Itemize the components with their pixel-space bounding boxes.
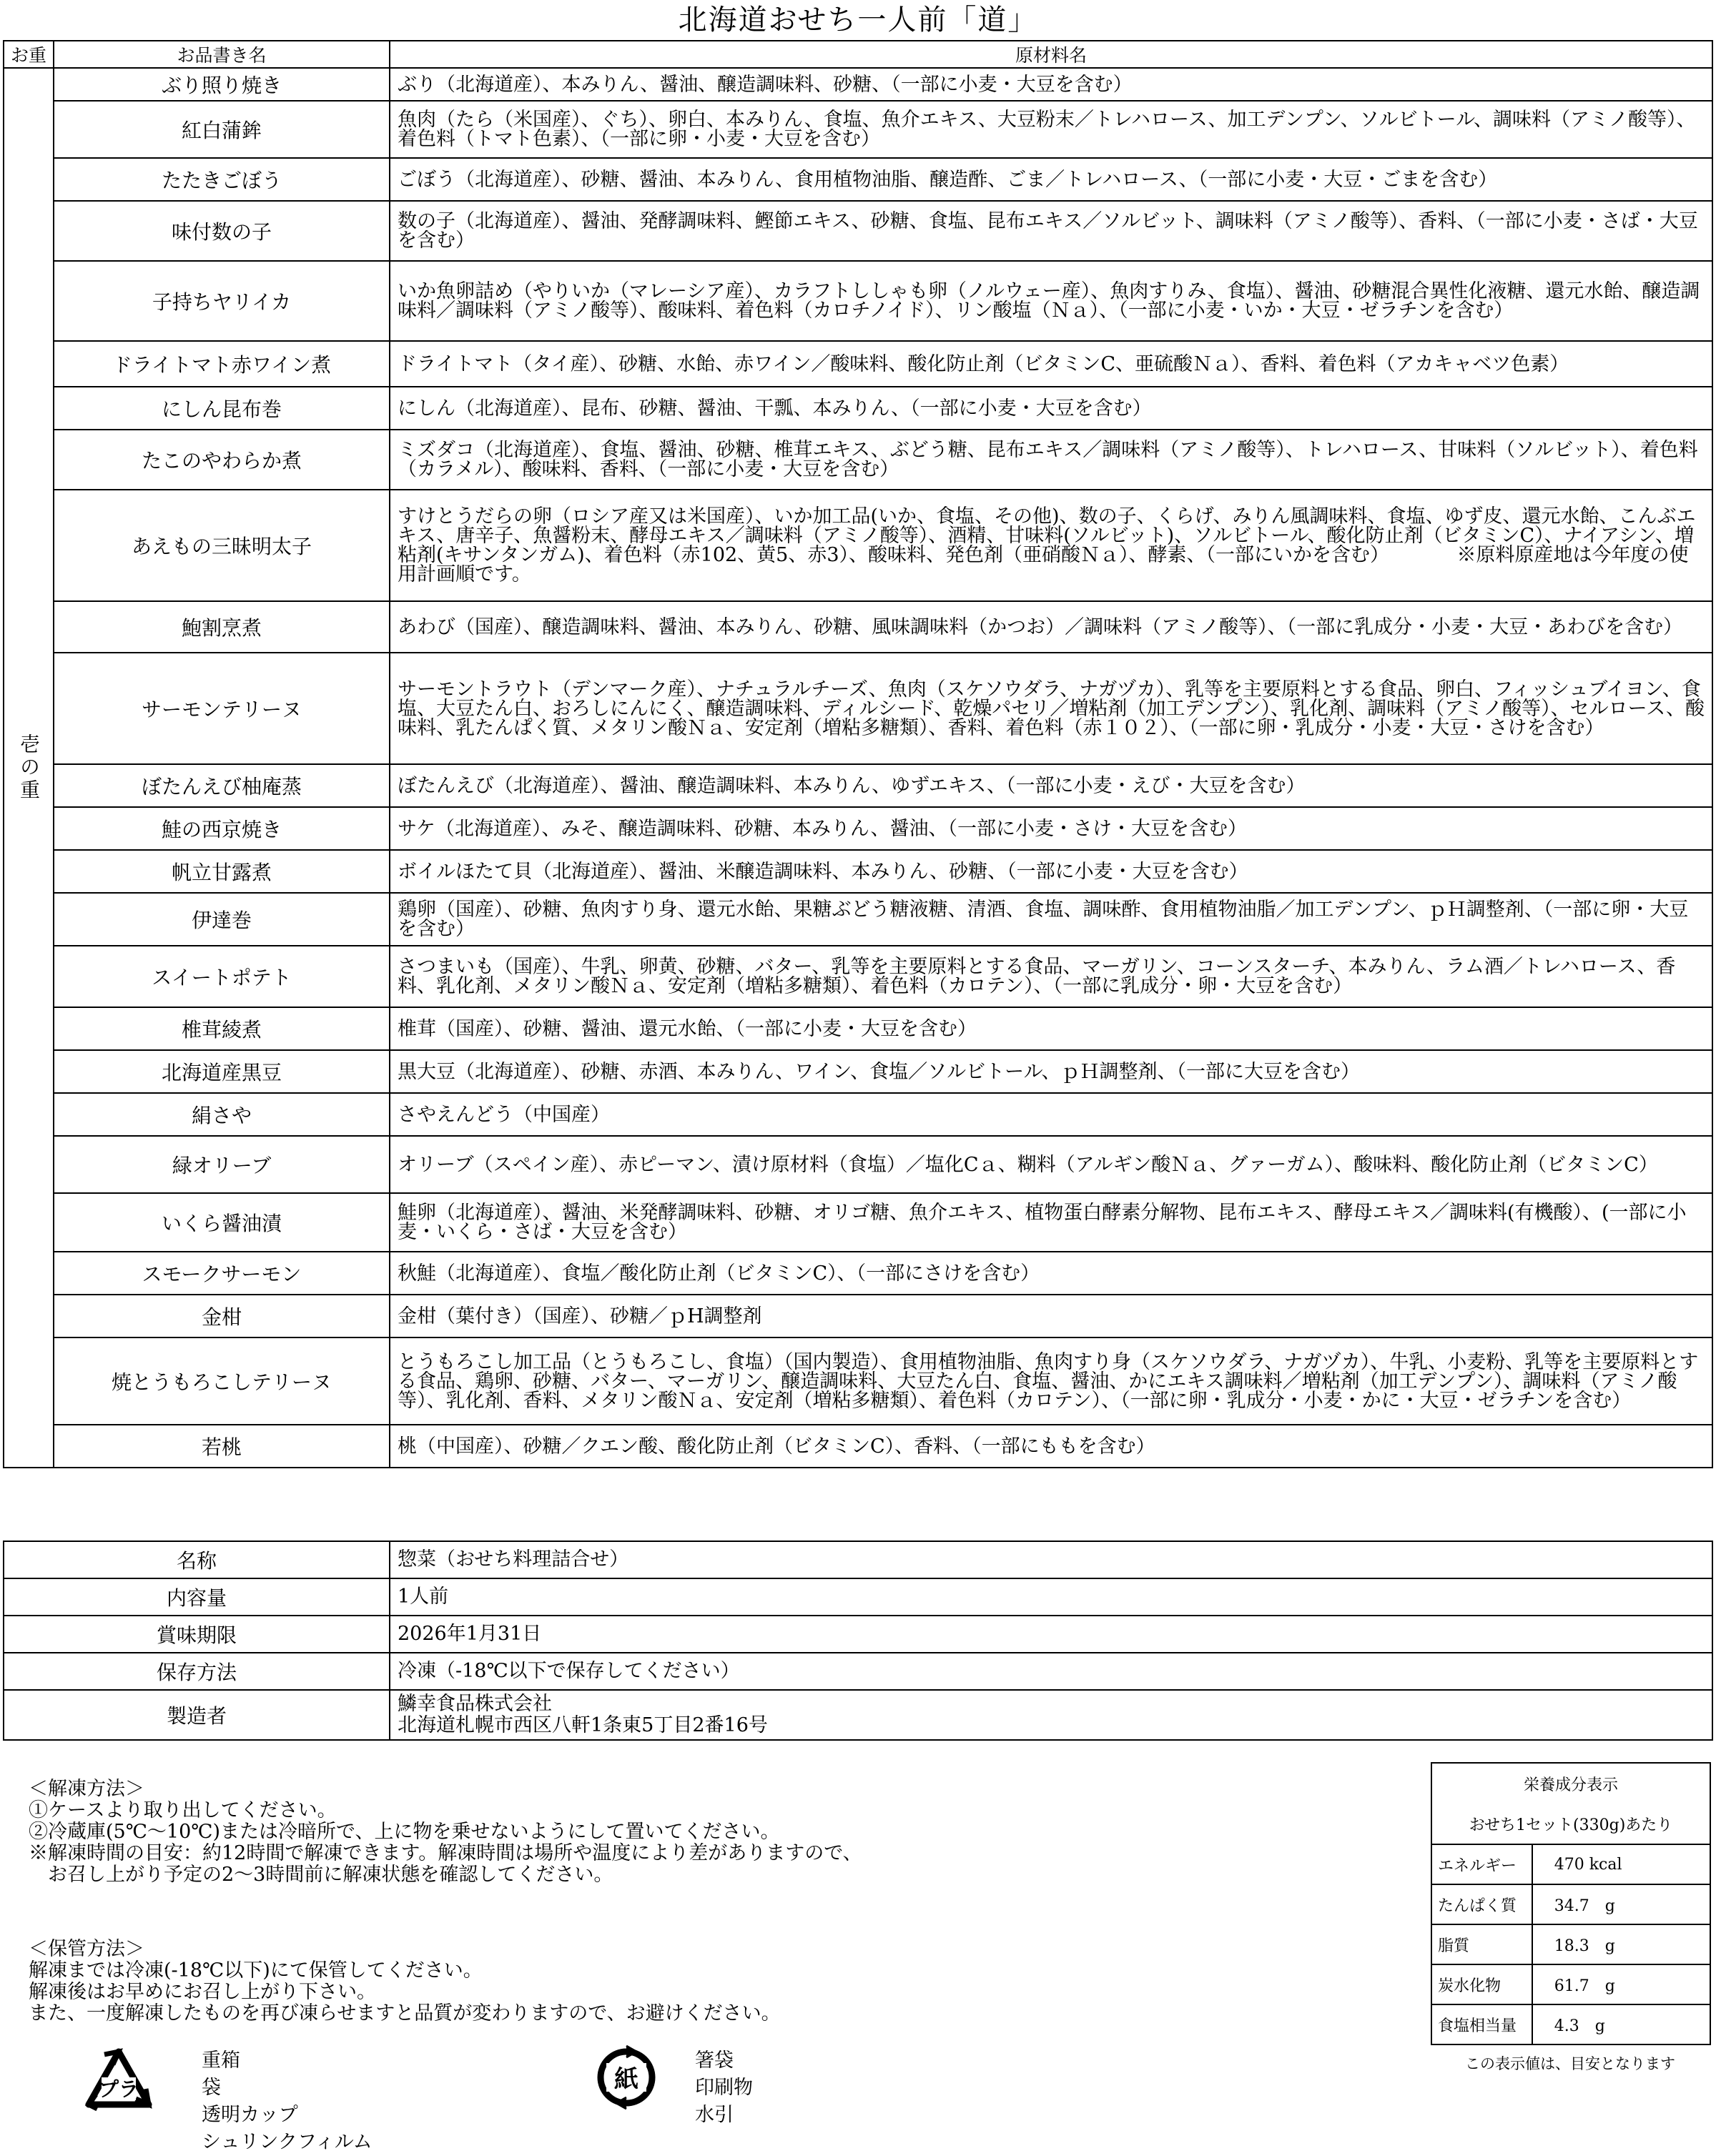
item-materials: さつまいも（国産）、牛乳、卵黄、砂糖、バター、乳等を主要原料とする食品、マーガリン、コーンスターチ、本みりん、ラム酒／トレハロース、香料、乳化剤、メタリン酸Ｎａ、安定剤（増粘多糖類）、着色料（カロテン）、（一部に乳成分・卵・大豆を含む） xyxy=(390,946,1712,1007)
paper-recycle-icon xyxy=(591,2043,662,2112)
ingredient-row xyxy=(4,201,1712,261)
item-name: 鮭の西京焼き xyxy=(54,807,390,850)
thaw-heading: ＜解凍方法＞ xyxy=(29,1778,144,1800)
item-materials: 鶏卵（国産）、砂糖、魚肉すり身、還元水飴、果糖ぶどう糖液糖、清酒、食塩、調味酢、食用植物油脂／加工デンプン、ｐＨ調整剤、（一部に卵・大豆を含む） xyxy=(390,893,1712,946)
nutrition-label: 食塩相当量 xyxy=(1431,2004,1532,2044)
nutrition-title: 栄養成分表示 xyxy=(1523,1776,1618,1794)
ingredient-row xyxy=(4,490,1712,601)
ingredient-row xyxy=(4,1337,1712,1425)
info-row xyxy=(4,1690,1712,1740)
item-materials: 数の子（北海道産）、醤油、発酵調味料、鰹節エキス、砂糖、食塩、昆布エキス／ソルビット、調味料（アミノ酸等）、香料、（一部に小麦・さば・大豆を含む） xyxy=(390,201,1712,261)
ingredient-row xyxy=(4,68,1712,101)
ingredient-row xyxy=(4,1193,1712,1252)
nutrition-value: 4.3 g xyxy=(1532,2004,1710,2044)
ingredient-row xyxy=(4,261,1712,341)
paper-items-list xyxy=(695,2047,753,2129)
plastic-item: 重箱 xyxy=(202,2049,240,2072)
info-value-line: 惣菜（おせち料理詰合せ） xyxy=(398,1548,629,1571)
item-name: スイートポテト xyxy=(54,946,390,1007)
ingredient-row xyxy=(4,764,1712,807)
info-label: 名称 xyxy=(4,1541,390,1578)
item-materials: 黒大豆（北海道産）、砂糖、赤酒、本みりん、ワイン、食塩／ソルビトール、ｐＨ調整剤、（一部に大豆を含む） xyxy=(390,1050,1712,1093)
item-name: 若桃 xyxy=(54,1425,390,1468)
thaw-line: ②冷蔵庫(5℃～10℃)または冷暗所で、上に物を乗せないようにして置いてください。 xyxy=(29,1821,780,1843)
item-materials: サケ（北海道産）、みそ、醸造調味料、砂糖、本みりん、醤油、（一部に小麦・さけ・大豆を含む） xyxy=(390,807,1712,850)
item-name: 帆立甘露煮 xyxy=(54,850,390,893)
nutrition-table xyxy=(1431,1762,1711,2045)
item-name: 焼とうもろこしテリーヌ xyxy=(54,1337,390,1425)
info-value-line: 1人前 xyxy=(398,1586,449,1608)
ingredient-row xyxy=(4,850,1712,893)
thaw-line: ①ケースより取り出してください。 xyxy=(29,1799,337,1821)
plastic-recycle-icon xyxy=(83,2047,154,2112)
nutrition-row xyxy=(1431,1964,1710,2004)
info-row xyxy=(4,1616,1712,1653)
ingredient-row xyxy=(4,653,1712,764)
item-name: 金柑 xyxy=(54,1295,390,1337)
item-materials: サーモントラウト（デンマーク産）、ナチュラルチーズ、魚肉（スケソウダラ、ナガヅカ）、乳等を主要原料とする食品、卵白、フィッシュブイヨン、食塩、大豆たん白、おろしにんにく、醸造調味料、ディルシード、乾燥パセリ／増粘剤（加工デンプン）、乳化剤、調味料（アミノ酸等）、セルロース、酸味料、乳たんぱく質、メタリン酸Ｎａ、安定剤（増粘多糖類）、香料、着色料（赤１０２）、（一部に卵・乳成分・小麦・大豆・さけを含む） xyxy=(390,653,1712,764)
storage-line: 解凍後はお早めにお召し上がり下さい。 xyxy=(29,1981,376,2003)
item-materials: いか魚卵詰め（やりいか（マレーシア産）、カラフトししゃも卵（ノルウェー産）、魚肉すりみ、食塩）、醤油、砂糖混合異性化液糖、還元水飴、醸造調味料／調味料（アミノ酸等）、酸味料、着色料（カロチノイド）、リン酸塩（Ｎａ）、（一部に小麦・いか・大豆・ゼラチンを含む） xyxy=(390,261,1712,341)
storage-heading: ＜保管方法＞ xyxy=(29,1938,144,1960)
info-row xyxy=(4,1653,1712,1690)
info-label: 製造者 xyxy=(4,1690,390,1740)
nutrition-label: エネルギー xyxy=(1431,1844,1532,1884)
item-name: 紅白蒲鉾 xyxy=(54,101,390,158)
item-materials: 鮭卵（北海道産）、醤油、米発酵調味料、砂糖、オリゴ糖、魚介エキス、植物蛋白酵素分解物、昆布エキス、酵母エキス／調味料(有機酸）、(一部に小麦・いくら・さば・大豆を含む） xyxy=(390,1193,1712,1252)
ingredient-row xyxy=(4,601,1712,653)
item-name: 北海道産黒豆 xyxy=(54,1050,390,1093)
item-materials: 椎茸（国産）、砂糖、醤油、還元水飴、（一部に小麦・大豆を含む） xyxy=(390,1007,1712,1050)
paper-item: 水引 xyxy=(695,2104,734,2126)
info-label: 賞味期限 xyxy=(4,1616,390,1653)
nutrition-basis: おせち1セット(330g)あたり xyxy=(1469,1816,1673,1834)
item-name: ドライトマト赤ワイン煮 xyxy=(54,341,390,387)
plastic-item: 透明カップ xyxy=(202,2104,298,2126)
nutrition-row xyxy=(1431,2004,1710,2044)
item-materials: 魚肉（たら（米国産）、ぐち）、卵白、本みりん、食塩、魚介エキス、大豆粉末／トレハロース、加工デンプン、ソルビトール、調味料（アミノ酸等）、着色料（トマト色素）、（一部に卵・小麦・大豆を含む） xyxy=(390,101,1712,158)
storage-line: また、一度解凍したものを再び凍らせますと品質が変わりますので、お避けください。 xyxy=(29,2002,781,2024)
nutrition-row xyxy=(1431,1844,1710,1884)
item-materials: ボイルほたて貝（北海道産）、醤油、米醸造調味料、本みりん、砂糖、（一部に小麦・大豆を含む） xyxy=(390,850,1712,893)
item-name: ぶり照り焼き xyxy=(54,68,390,101)
ingredient-row xyxy=(4,101,1712,158)
ingredient-row xyxy=(4,387,1712,430)
ingredients-table xyxy=(3,40,1713,1468)
item-materials: とうもろこし加工品（とうもろこし、食塩）（国内製造）、食用植物油脂、魚肉すり身（スケソウダラ、ナガヅカ）、牛乳、小麦粉、乳等を主要原料とする食品、鶏卵、砂糖、バター、マーガリン、醸造調味料、大豆たん白、食塩、醤油、かにエキス調味料／増粘剤（加工デンプン）、調味料（アミノ酸等）、乳化剤、香料、メタリン酸Ｎａ、安定剤（増粘多糖類）、着色料（カロテン）、（一部に卵・乳成分・小麦・かに・大豆・ゼラチンを含む） xyxy=(390,1337,1712,1425)
item-materials: ぶり（北海道産）、本みりん、醤油、醸造調味料、砂糖、（一部に小麦・大豆を含む） xyxy=(390,68,1712,101)
info-value xyxy=(390,1541,1712,1578)
ingredient-row xyxy=(4,1136,1712,1193)
info-value xyxy=(390,1690,1712,1740)
item-name: たたきごぼう xyxy=(54,158,390,201)
item-materials: 桃（中国産）、砂糖／クエン酸、酸化防止剤（ビタミンC）、香料、（一部にももを含む） xyxy=(390,1425,1712,1468)
info-value xyxy=(390,1616,1712,1653)
info-label: 内容量 xyxy=(4,1578,390,1616)
ingredient-row xyxy=(4,430,1712,490)
paper-mark-text: 紙 xyxy=(614,2065,638,2094)
info-row xyxy=(4,1541,1712,1578)
info-value xyxy=(390,1653,1712,1690)
ingredient-row xyxy=(4,1295,1712,1337)
nutrition-footnote: この表示値は、目安となります xyxy=(1465,2055,1675,2072)
item-name: 絹さや xyxy=(54,1093,390,1136)
ingredient-row xyxy=(4,1093,1712,1136)
nutrition-label: 炭水化物 xyxy=(1431,1964,1532,2004)
item-name: スモークサーモン xyxy=(54,1252,390,1295)
info-label: 保存方法 xyxy=(4,1653,390,1690)
item-name: いくら醤油漬 xyxy=(54,1193,390,1252)
item-name: 子持ちヤリイカ xyxy=(54,261,390,341)
ingredient-row xyxy=(4,946,1712,1007)
ingredient-row xyxy=(4,893,1712,946)
paper-item: 箸袋 xyxy=(695,2049,734,2072)
thaw-instructions xyxy=(29,1779,1387,1886)
item-materials: オリーブ（スペイン産）、赤ピーマン、漬け原材料（食塩）／塩化Cａ、糊料（アルギン酸Ｎａ、グァーガム）、酸味料、酸化防止剤（ビタミンC） xyxy=(390,1136,1712,1193)
item-materials: ぼたんえび（北海道産）、醤油、醸造調味料、本みりん、ゆずエキス、（一部に小麦・えび・大豆を含む） xyxy=(390,764,1712,807)
item-name: 椎茸綾煮 xyxy=(54,1007,390,1050)
item-materials: にしん（北海道産）、昆布、砂糖、醤油、干瓢、本みりん、（一部に小麦・大豆を含む） xyxy=(390,387,1712,430)
item-name: 鮑割烹煮 xyxy=(54,601,390,653)
item-name: あえもの三昧明太子 xyxy=(54,490,390,601)
ingredient-row xyxy=(4,341,1712,387)
info-row xyxy=(4,1578,1712,1616)
item-name: 味付数の子 xyxy=(54,201,390,261)
nutrition-label: たんぱく質 xyxy=(1431,1884,1532,1924)
item-materials: ごぼう（北海道産）、砂糖、醤油、本みりん、食用植物油脂、醸造酢、ごま／トレハロース、（一部に小麦・大豆・ごまを含む） xyxy=(390,158,1712,201)
info-value xyxy=(390,1578,1712,1616)
item-materials: 秋鮭（北海道産）、食塩／酸化防止剤（ビタミンC）、（一部にさけを含む） xyxy=(390,1252,1712,1295)
item-name: にしん昆布巻 xyxy=(54,387,390,430)
paper-item: 印刷物 xyxy=(695,2077,753,2099)
nutrition-row xyxy=(1431,1884,1710,1924)
ingredient-row xyxy=(4,807,1712,850)
nutrition-value: 470 kcal xyxy=(1532,1844,1710,1884)
ingredient-row xyxy=(4,158,1712,201)
info-value-line: 北海道札幌市西区八軒1条東5丁目2番16号 xyxy=(398,1714,768,1736)
item-materials: すけとうだらの卵（ロシア産又は米国産）、いか加工品(いか、食塩、その他)、数の子、くらげ、みりん風調味料、食塩、ゆず皮、還元水飴、こんぶエキス、唐辛子、魚醤粉末、酵母エキス／調味料（アミノ酸等）、酒精、甘味料(ソルビット)、ソルビトール、酸化防止剤（ビタミンC）、ナイアシン、増粘剤(キサンタンガム)、着色料（赤102、黄5、赤3）、酸味料、発色剤（亜硝酸Ｎａ）、酵素、（一部にいかを含む） ※原料原産地は今年度の使用計画順です。 xyxy=(390,490,1712,601)
info-value-line: 冷凍（-18℃以下で保存してください） xyxy=(398,1660,740,1682)
nutrition-label: 脂質 xyxy=(1431,1924,1532,1964)
storage-line: 解凍までは冷凍(-18℃以下)にて保管してください。 xyxy=(29,1959,483,1982)
item-materials: あわび（国産）、醸造調味料、醤油、本みりん、砂糖、風味調味料（かつお）／調味料（アミノ酸等）、（一部に乳成分・小麦・大豆・あわびを含む） xyxy=(390,601,1712,653)
page-title: 北海道おせち一人前「道」 xyxy=(678,4,1038,36)
info-value-line: 鱗幸食品株式会社 xyxy=(398,1693,552,1715)
header-materials: 原材料名 xyxy=(390,41,1712,68)
ingredient-row xyxy=(4,1252,1712,1295)
storage-instructions xyxy=(29,1939,1387,2024)
ingredient-row xyxy=(4,1007,1712,1050)
plastic-items-list xyxy=(202,2047,373,2156)
ingredient-row xyxy=(4,1050,1712,1093)
item-name: たこのやわらか煮 xyxy=(54,430,390,490)
item-name: 伊達巻 xyxy=(54,893,390,946)
nutrition-value: 34.7 g xyxy=(1532,1884,1710,1924)
item-name: 緑オリーブ xyxy=(54,1136,390,1193)
item-materials: ミズダコ（北海道産）、食塩、醤油、砂糖、椎茸エキス、ぶどう糖、昆布エキス／調味料（アミノ酸等）、トレハロース、甘味料（ソルビット）、着色料（カラメル）、酸味料、香料、（一部に小麦・大豆を含む） xyxy=(390,430,1712,490)
juu-category: 壱の重 xyxy=(4,68,54,1468)
header-item-name: お品書き名 xyxy=(54,41,390,68)
item-name: ぼたんえび柚庵蒸 xyxy=(54,764,390,807)
header-juu: お重 xyxy=(4,41,54,68)
info-value-line: 2026年1月31日 xyxy=(398,1623,542,1645)
nutrition-value: 18.3 g xyxy=(1532,1924,1710,1964)
product-info-table xyxy=(3,1541,1713,1741)
nutrition-row xyxy=(1431,1924,1710,1964)
plastic-item: シュリンクフィルム xyxy=(202,2131,373,2153)
item-materials: さやえんどう（中国産） xyxy=(390,1093,1712,1136)
item-name: サーモンテリーヌ xyxy=(54,653,390,764)
nutrition-value: 61.7 g xyxy=(1532,1964,1710,2004)
plastic-mark-text: プラ xyxy=(98,2077,139,2101)
ingredient-row xyxy=(4,1425,1712,1468)
item-materials: ドライトマト（タイ産）、砂糖、水飴、赤ワイン／酸味料、酸化防止剤（ビタミンC、亜硫酸Ｎａ）、香料、着色料（アカキャベツ色素） xyxy=(390,341,1712,387)
thaw-line: お召し上がり予定の2～3時間前に解凍状態を確認してください。 xyxy=(29,1864,613,1886)
plastic-item: 袋 xyxy=(202,2077,221,2099)
thaw-line: ※解凍時間の目安：約12時間で解凍できます。解凍時間は場所や温度により差がありますので、 xyxy=(29,1842,862,1864)
item-materials: 金柑（葉付き）（国産）、砂糖／ｐH調整剤 xyxy=(390,1295,1712,1337)
